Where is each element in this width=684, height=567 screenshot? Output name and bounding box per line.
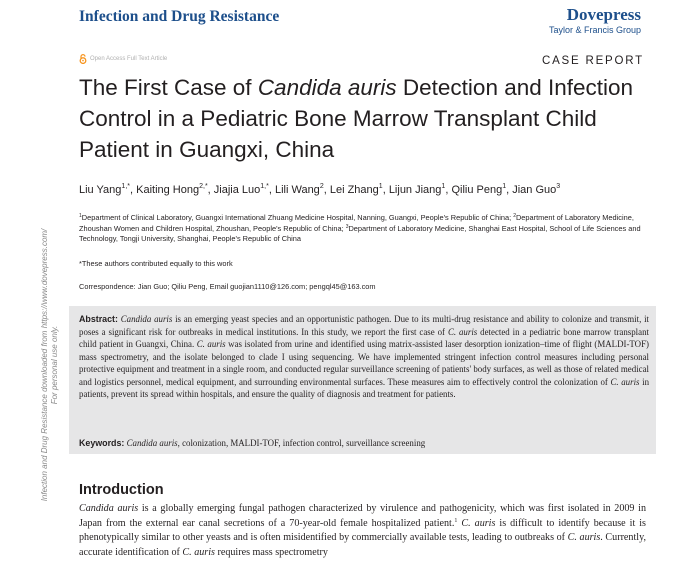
author[interactable]: Lei Zhang$^1$ [329,183,383,196]
citation-link[interactable]: 1 [454,517,458,524]
watermark-line-2: For personal use only. [50,325,59,405]
title-part-2: Detection and Infection Control in a Pediatric Bone Marrow Transplant Child Patient in Guangxi, China [79,75,634,162]
author[interactable]: Qiliu Peng$^1$ [451,183,507,196]
abstract-text: Abstract: Candida auris is an emerging yeast species and an opportunistic pathogen. Due to its multi-drug resistance and ability to colonize and transmit, it poses a significant risk for outbreaks in medical institutions. In this study, we report the first case of C. auris detected in a pediatric bone marrow transplant child patient in Guangxi, China. C. auris was isolated from urine and identified using matrix-assisted laser desorption ionization–time of flight (MALDI-TOF) mass spectrometry, and the isolate belonged to clade I using sequencing. We have implemented stringent infection control measures including personal protective equipment and treatment in a single room, and conducted regular surveillance screening of patients' body surfaces, as well as those of related medical and logistics personnel, medical equipment, and surrounding environmental surfaces. These measures aim to effectively control the colonization of C. auris in patients, prevent its spread within hospitals, and ensure the quality of diagnosis and treatment for patients. [79,314,650,399]
open-access-label [79,54,167,64]
author[interactable]: Lijun Jiang$^1$ [388,183,446,196]
author[interactable]: Lili Wang$^2$ [274,183,324,196]
author[interactable]: Liu Yang$^{1,*}$ [79,183,130,196]
article-type: CASE REPORT [541,55,644,67]
abstract-label: Abstract: [79,314,118,324]
keywords-label: Keywords: [79,438,125,448]
introduction-text: Candida auris is a globally emerging fungal pathogen characterized by virulence and pathogenicity, which was first isolated in 2009 in Japan from the external ear canal secretions of a 70-year-old female hospitalized patient.$^1$ C. auris is difficult to identify because it is phenotypically similar to other yeasts and is often misidentified by commercially available tests, leading to outbreaks of C. auris. Currently, accurate identification of C. auris requires mass spectrometry [79,503,646,558]
correspondence[interactable]: Correspondence: Jian Guo; Qiliu Peng, Email guojian1110@126.com; pengql45@163.com [79,282,376,291]
article-title [79,72,639,165]
equal-contribution-note: *These authors contributed equally to this work [79,259,233,268]
author[interactable]: Jiajia Luo$^{1,*}$ [213,183,269,196]
affiliations: $^1$Department of Clinical Laboratory, Guangxi International Zhuang Medicine Hospital, Nanning, Guangxi, People's Republic of China; $^2$Department of Laboratory Medicine, Zhoushan Women and Children Hospital, Zhoushan, People's Republic of China; $^3$Department of Laboratory Medicine, Shanghai East Hospital, School of Life Sciences and Technology, Tongji University, Shanghai, People's Republic of China [79,213,641,243]
title-species: Candida auris [257,75,397,100]
open-access-lock-icon [79,54,87,64]
journal-name: Infection and Drug Resistance [79,8,280,25]
author[interactable]: Jian Guo$^3$ [512,183,561,196]
author[interactable]: Kaiting Hong$^{2,*}$ [136,183,208,196]
open-access-text: Open Access Full Text Article [90,56,168,62]
keywords: Keywords: Candida auris, colonization, MALDI-TOF, infection control, surveillance screening [79,438,426,448]
publisher-subtitle: Taylor & Francis Group [548,25,641,35]
publisher-logo [549,5,641,36]
watermark-line-1: Infection and Drug Resistance downloaded from https://www.dovepress.com/ [40,228,49,502]
title-part-1: The First Case of [79,75,258,100]
author-list: Liu Yang$^{1,*}$, Kaiting Hong$^{2,*}$, Jiajia Luo$^{1,*}$, Lili Wang$^2$, Lei Zhang$^1$, Lijun Jiang$^1$, Qiliu Peng$^1$, Jian Guo$^3$ [79,183,561,196]
publisher-name: Dovepress [566,5,641,24]
section-heading-introduction: Introduction [79,482,164,498]
